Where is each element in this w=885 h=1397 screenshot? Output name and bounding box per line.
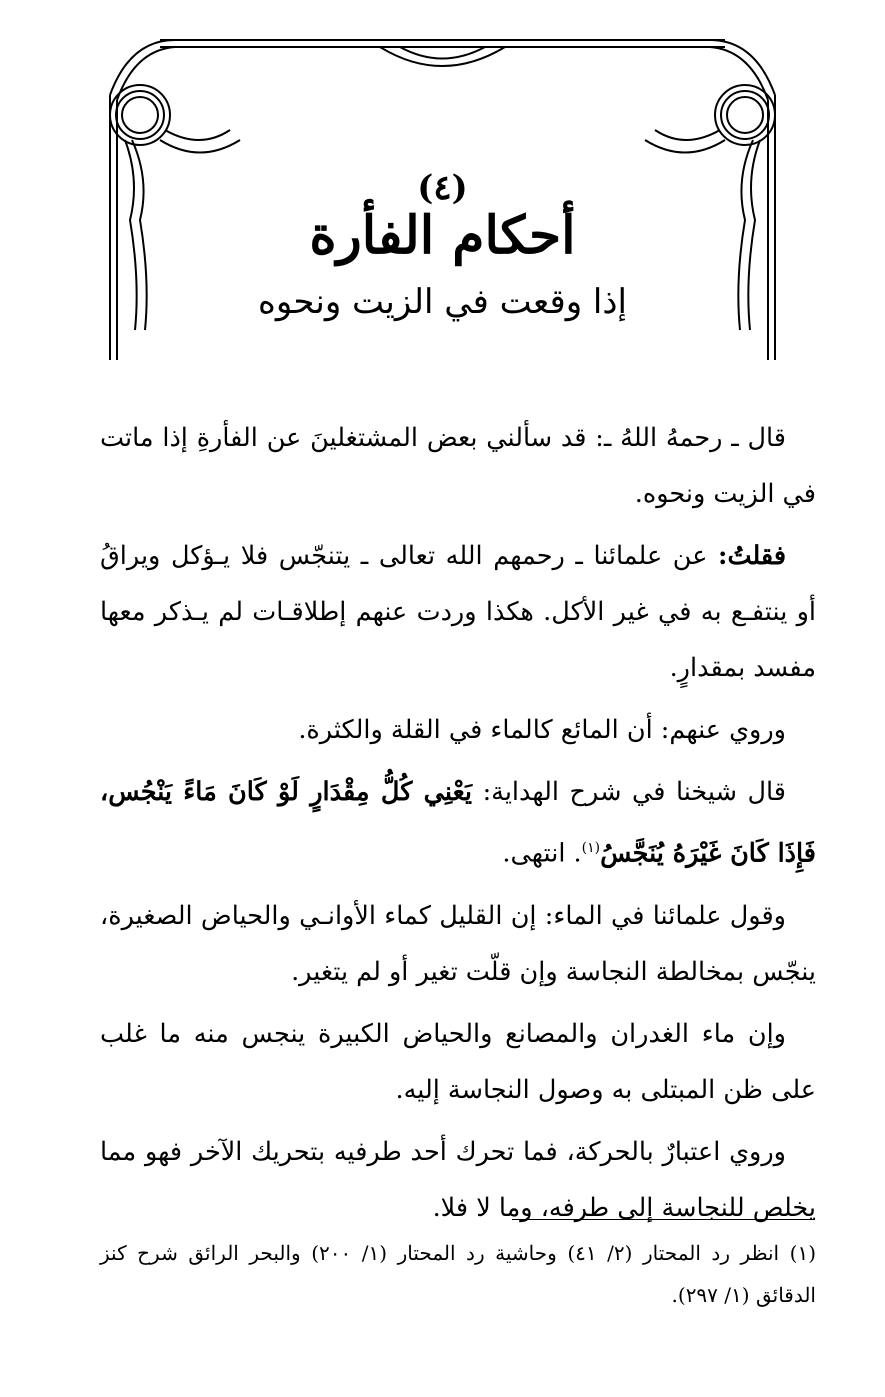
main-text — [100, 410, 816, 1242]
paragraph-4-end: . انتهى. — [502, 838, 582, 869]
footnote-1: (١) انظر رد المحتار (٢/ ٤١) وحاشية رد المحتار (١/ ٢٠٠) والبحر الرائق شرح كنز الدقائق (١/ ٢٩٧). — [100, 1241, 816, 1307]
chapter-number: (٤) — [417, 168, 468, 208]
paragraph-5: وقول علمائنا في الماء: إن القليل كماء الأوانـي والحياض الصغيرة، ينجّس بمخالطة النجاسة وإن قلّت تغير أو لم يتغير. — [100, 900, 816, 987]
footnotes — [100, 1232, 816, 1316]
paragraph-4-lead: قال شيخنا في شرح الهداية: — [482, 777, 786, 807]
paragraph-2-text: عن علمائنا ـ رحمهم الله تعالى ـ يتنجّس فلا يـؤكل ويراقُ أو ينتفـع به في غير الأكل. هكذا وردت عنهم إطلاقـات لم يـذكر معها مفسد بمقدارٍ. — [100, 541, 816, 683]
footnote-divider — [512, 1219, 815, 1220]
paragraph-2 — [100, 528, 816, 696]
hadith-quote: يَعْنِي كُلُّ مِقْدَارٍ لَوْ كَانَ مَاءً يَنْجُس، فَإِذَا كَانَ غَيْرَهُ يُنَجَّسُ — [100, 777, 816, 869]
paragraph-4 — [100, 764, 816, 882]
paragraph-7: وروي اعتبارٌ بالحركة، فما تحرك أحد طرفيه بتحريك الآخر فهو مما يخلص للنجاسة إلى طرفه، وما لا فلا. — [100, 1136, 816, 1223]
paragraph-3: وروي عنهم: أن المائع كالماء في القلة والكثرة. — [298, 715, 786, 745]
paragraph-2-lead: فقلتُ: — [718, 541, 787, 571]
chapter-subtitle: إذا وقعت في الزيت ونحوه — [258, 282, 627, 322]
paragraph-1: قال ـ رحمهُ اللهُ ـ: قد سألني بعض المشتغلينَ عن الفأرةِ إذا ماتت في الزيت ونحوه. — [100, 423, 816, 509]
paragraph-6: وإن ماء الغدران والمصانع والحياض الكبيرة ينجس منه ما غلب على ظن المبتلى به وصول النجاسة إليه. — [100, 1018, 816, 1105]
chapter-title: أحكام الفأرة — [309, 205, 576, 266]
footnote-marker[interactable]: (١) — [581, 840, 601, 856]
